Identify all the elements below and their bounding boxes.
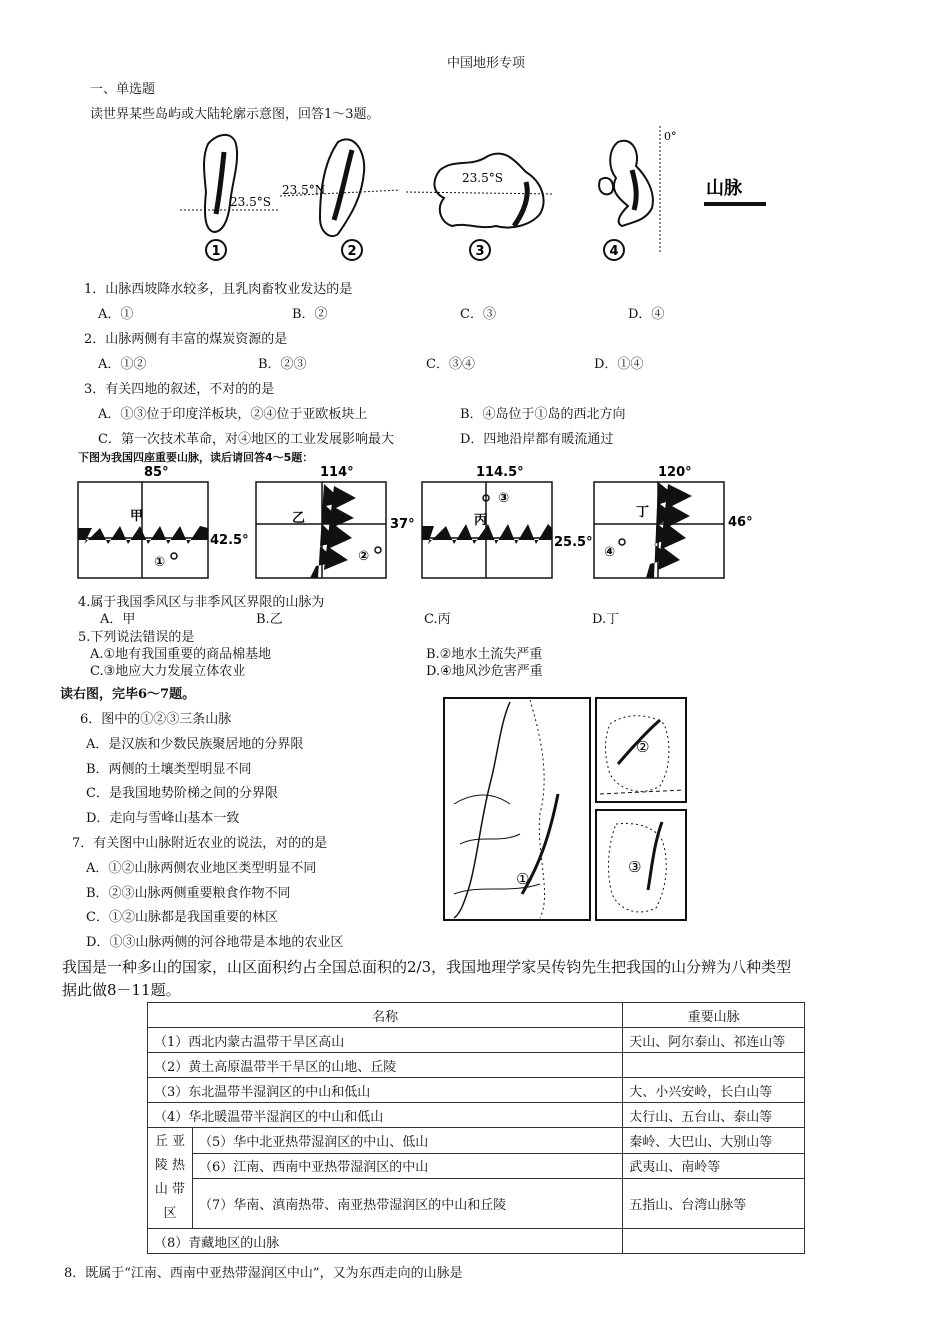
q1-option-c[interactable]: C．③ — [460, 307, 496, 322]
island-4-range — [632, 170, 636, 210]
table-cell: （5）华中北亚热带湿润区的中山、低山 — [193, 1128, 623, 1154]
table-row — [148, 1078, 805, 1103]
box2-lon: 114° — [320, 465, 354, 480]
box3-name: 丙 — [474, 513, 488, 528]
table-cell: （4）华北暖温带半湿润区的中山和低山 — [148, 1103, 623, 1128]
q3-stem: 3．有关四地的叙述，不对的的是 — [84, 382, 275, 397]
table-cell: 天山、阿尔泰山、祁连山等 — [623, 1028, 805, 1053]
box1-name: 甲 — [130, 509, 144, 524]
table-cell: 五指山、台湾山脉等 — [623, 1179, 805, 1229]
q6-option-b[interactable]: B．两侧的土壤类型明显不同 — [86, 762, 252, 777]
q1-stem: 1．山脉西坡降水较多，且乳肉畜牧业发达的是 — [84, 282, 353, 297]
q6-stem: 6．图中的①②③三条山脉 — [80, 712, 232, 727]
q7-option-c[interactable]: C．①②山脉都是我国重要的林区 — [86, 910, 278, 925]
table-cell: 太行山、五台山、泰山等 — [623, 1103, 805, 1128]
table-row — [148, 1028, 805, 1053]
box1-num: ① — [154, 555, 166, 570]
table-group-label: 丘 亚 陵 热 山 带 区 — [148, 1128, 193, 1229]
q4-stem: 4.属于我国季风区与非季风区界限的山脉为 — [78, 595, 325, 610]
q3-option-b[interactable]: B．④岛位于①岛的西北方向 — [460, 407, 626, 422]
box2-num: ② — [358, 549, 370, 564]
box1-lat: 42.5° — [210, 533, 249, 548]
q1-option-a[interactable]: A．① — [98, 307, 134, 322]
island-2-range — [334, 150, 352, 220]
q4-option-a[interactable]: A．甲 — [100, 612, 136, 627]
q5-stem: 5.下列说法错误的是 — [78, 630, 195, 645]
island-1-range — [216, 152, 224, 214]
lat-label-1: 23.5°S — [230, 195, 271, 209]
svg-text:4: 4 — [609, 244, 619, 259]
q7-option-a[interactable]: A．①②山脉两侧农业地区类型明显不同 — [86, 861, 317, 876]
table-row — [148, 1153, 805, 1179]
island-4-irish — [599, 178, 613, 194]
box4-lon: 120° — [658, 465, 692, 480]
table-header-mountains: 重要山脉 — [623, 1003, 805, 1028]
doc-title: 中国地形专项 — [447, 56, 526, 71]
table-cell — [623, 1229, 805, 1254]
table-row — [148, 1103, 805, 1128]
table-cell: （2）黄土高原温带半干旱区的山地、丘陵 — [148, 1053, 623, 1078]
svg-text:2: 2 — [347, 244, 357, 259]
box2-name: 乙 — [292, 511, 306, 526]
intro-q6-7: 读右图，完毕6～7题。 — [60, 687, 196, 702]
table-cell: （1）西北内蒙古温带干旱区高山 — [148, 1028, 623, 1053]
table-cell: （8）青藏地区的山脉 — [148, 1229, 623, 1254]
table-header-row — [148, 1003, 805, 1028]
q7-stem: 7．有关图中山脉附近农业的说法，对的的是 — [72, 836, 328, 851]
intro-q1-3: 读世界某些岛屿或大陆轮廓示意图，回答1～3题。 — [90, 107, 380, 122]
table-cell: 秦岭、大巴山、大别山等 — [623, 1128, 805, 1154]
figure-islands — [170, 122, 790, 267]
q5-option-b[interactable]: B.②地水土流失严重 — [426, 647, 543, 662]
q2-option-b[interactable]: B．②③ — [258, 357, 307, 372]
table-cell — [623, 1053, 805, 1078]
island-4-outline — [610, 141, 653, 226]
q6-option-d[interactable]: D．走向与雪峰山基本一致 — [86, 811, 240, 826]
svg-text:1: 1 — [211, 244, 221, 259]
island-3-range — [514, 182, 527, 226]
para-line-1: 我国是一种多山的国家，山区面积约占全国总面积的2/3，我国地理学家吴传钧先生把我国的山分辨为八种类型 — [62, 958, 792, 976]
para-line-2: 据此做8－11题。 — [62, 981, 181, 999]
figure-mountains — [74, 462, 774, 584]
table-cell: （3）东北温带半湿润区的中山和低山 — [148, 1078, 623, 1103]
box3-lat: 25.5° — [554, 535, 593, 550]
table-cell: 武夷山、南岭等 — [623, 1153, 805, 1179]
q5-option-c[interactable]: C.③地应大力发展立体农业 — [90, 664, 246, 679]
table-row — [148, 1053, 805, 1078]
map-label-3: ③ — [628, 858, 642, 876]
box3-num: ③ — [498, 491, 510, 506]
q3-option-a[interactable]: A．①③位于印度洋板块，②④位于亚欧板块上 — [98, 407, 368, 422]
q4-option-d[interactable]: D.丁 — [592, 612, 620, 627]
box4-lat: 46° — [728, 515, 753, 530]
map-label-1: ① — [516, 870, 530, 888]
legend-label: 山脉 — [706, 178, 742, 199]
intro-q4-5: 下图为我国四座重要山脉，读后请回答4～5题： — [78, 451, 314, 464]
q5-option-a[interactable]: A.①地有我国重要的商品棉基地 — [90, 647, 272, 662]
table-header-name: 名称 — [148, 1003, 623, 1028]
lat-label-3: 23.5°S — [462, 171, 503, 185]
q7-option-b[interactable]: B．②③山脉两侧重要粮食作物不同 — [86, 886, 291, 901]
q3-option-d[interactable]: D．四地沿岸都有暖流通过 — [460, 432, 614, 447]
svg-text:3: 3 — [475, 244, 485, 259]
mountain-type-table — [147, 1002, 805, 1254]
table-cell: （7）华南、滇南热带、南亚热带湿润区的中山和丘陵 — [193, 1179, 623, 1229]
q6-option-a[interactable]: A．是汉族和少数民族聚居地的分界限 — [86, 737, 304, 752]
table-cell: （6）江南、西南中亚热带湿润区的中山 — [193, 1153, 623, 1179]
lon-label: 0° — [664, 130, 677, 143]
box3-lon: 114.5° — [476, 465, 524, 480]
box4-name: 丁 — [636, 505, 650, 520]
q8-stem: 8．既属于“江南、西南中亚热带湿润区中山”，又为东西走向的山脉是 — [64, 1266, 463, 1281]
q1-option-d[interactable]: D．④ — [628, 307, 665, 322]
q4-option-c[interactable]: C.丙 — [424, 612, 451, 627]
table-cell: 大、小兴安岭，长白山等 — [623, 1078, 805, 1103]
q3-option-c[interactable]: C．第一次技术革命，对④地区的工业发展影响最大 — [98, 432, 394, 447]
box1-lon: 85° — [144, 465, 169, 480]
q4-option-b[interactable]: B.乙 — [256, 612, 283, 627]
q2-option-a[interactable]: A．①② — [98, 357, 147, 372]
q2-option-d[interactable]: D．①④ — [594, 357, 644, 372]
q7-option-d[interactable]: D．①③山脉两侧的河谷地带是本地的农业区 — [86, 935, 344, 950]
table-row — [148, 1229, 805, 1254]
table-row — [148, 1179, 805, 1229]
box2-lat: 37° — [390, 517, 415, 532]
section-heading: 一、单选题 — [90, 82, 156, 97]
map-label-2: ② — [636, 738, 650, 756]
q5-option-d[interactable]: D.④地风沙危害严重 — [426, 664, 543, 679]
q2-option-c[interactable]: C．③④ — [426, 357, 475, 372]
box4-num: ④ — [604, 545, 616, 560]
q2-stem: 2．山脉两侧有丰富的煤炭资源的是 — [84, 332, 288, 347]
lat-label-2: 23.5°N — [282, 183, 326, 197]
q1-option-b[interactable]: B．② — [292, 307, 328, 322]
q6-option-c[interactable]: C．是我国地势阶梯之间的分界限 — [86, 786, 278, 801]
table-row — [148, 1128, 805, 1154]
figure-regional-maps — [440, 694, 690, 926]
